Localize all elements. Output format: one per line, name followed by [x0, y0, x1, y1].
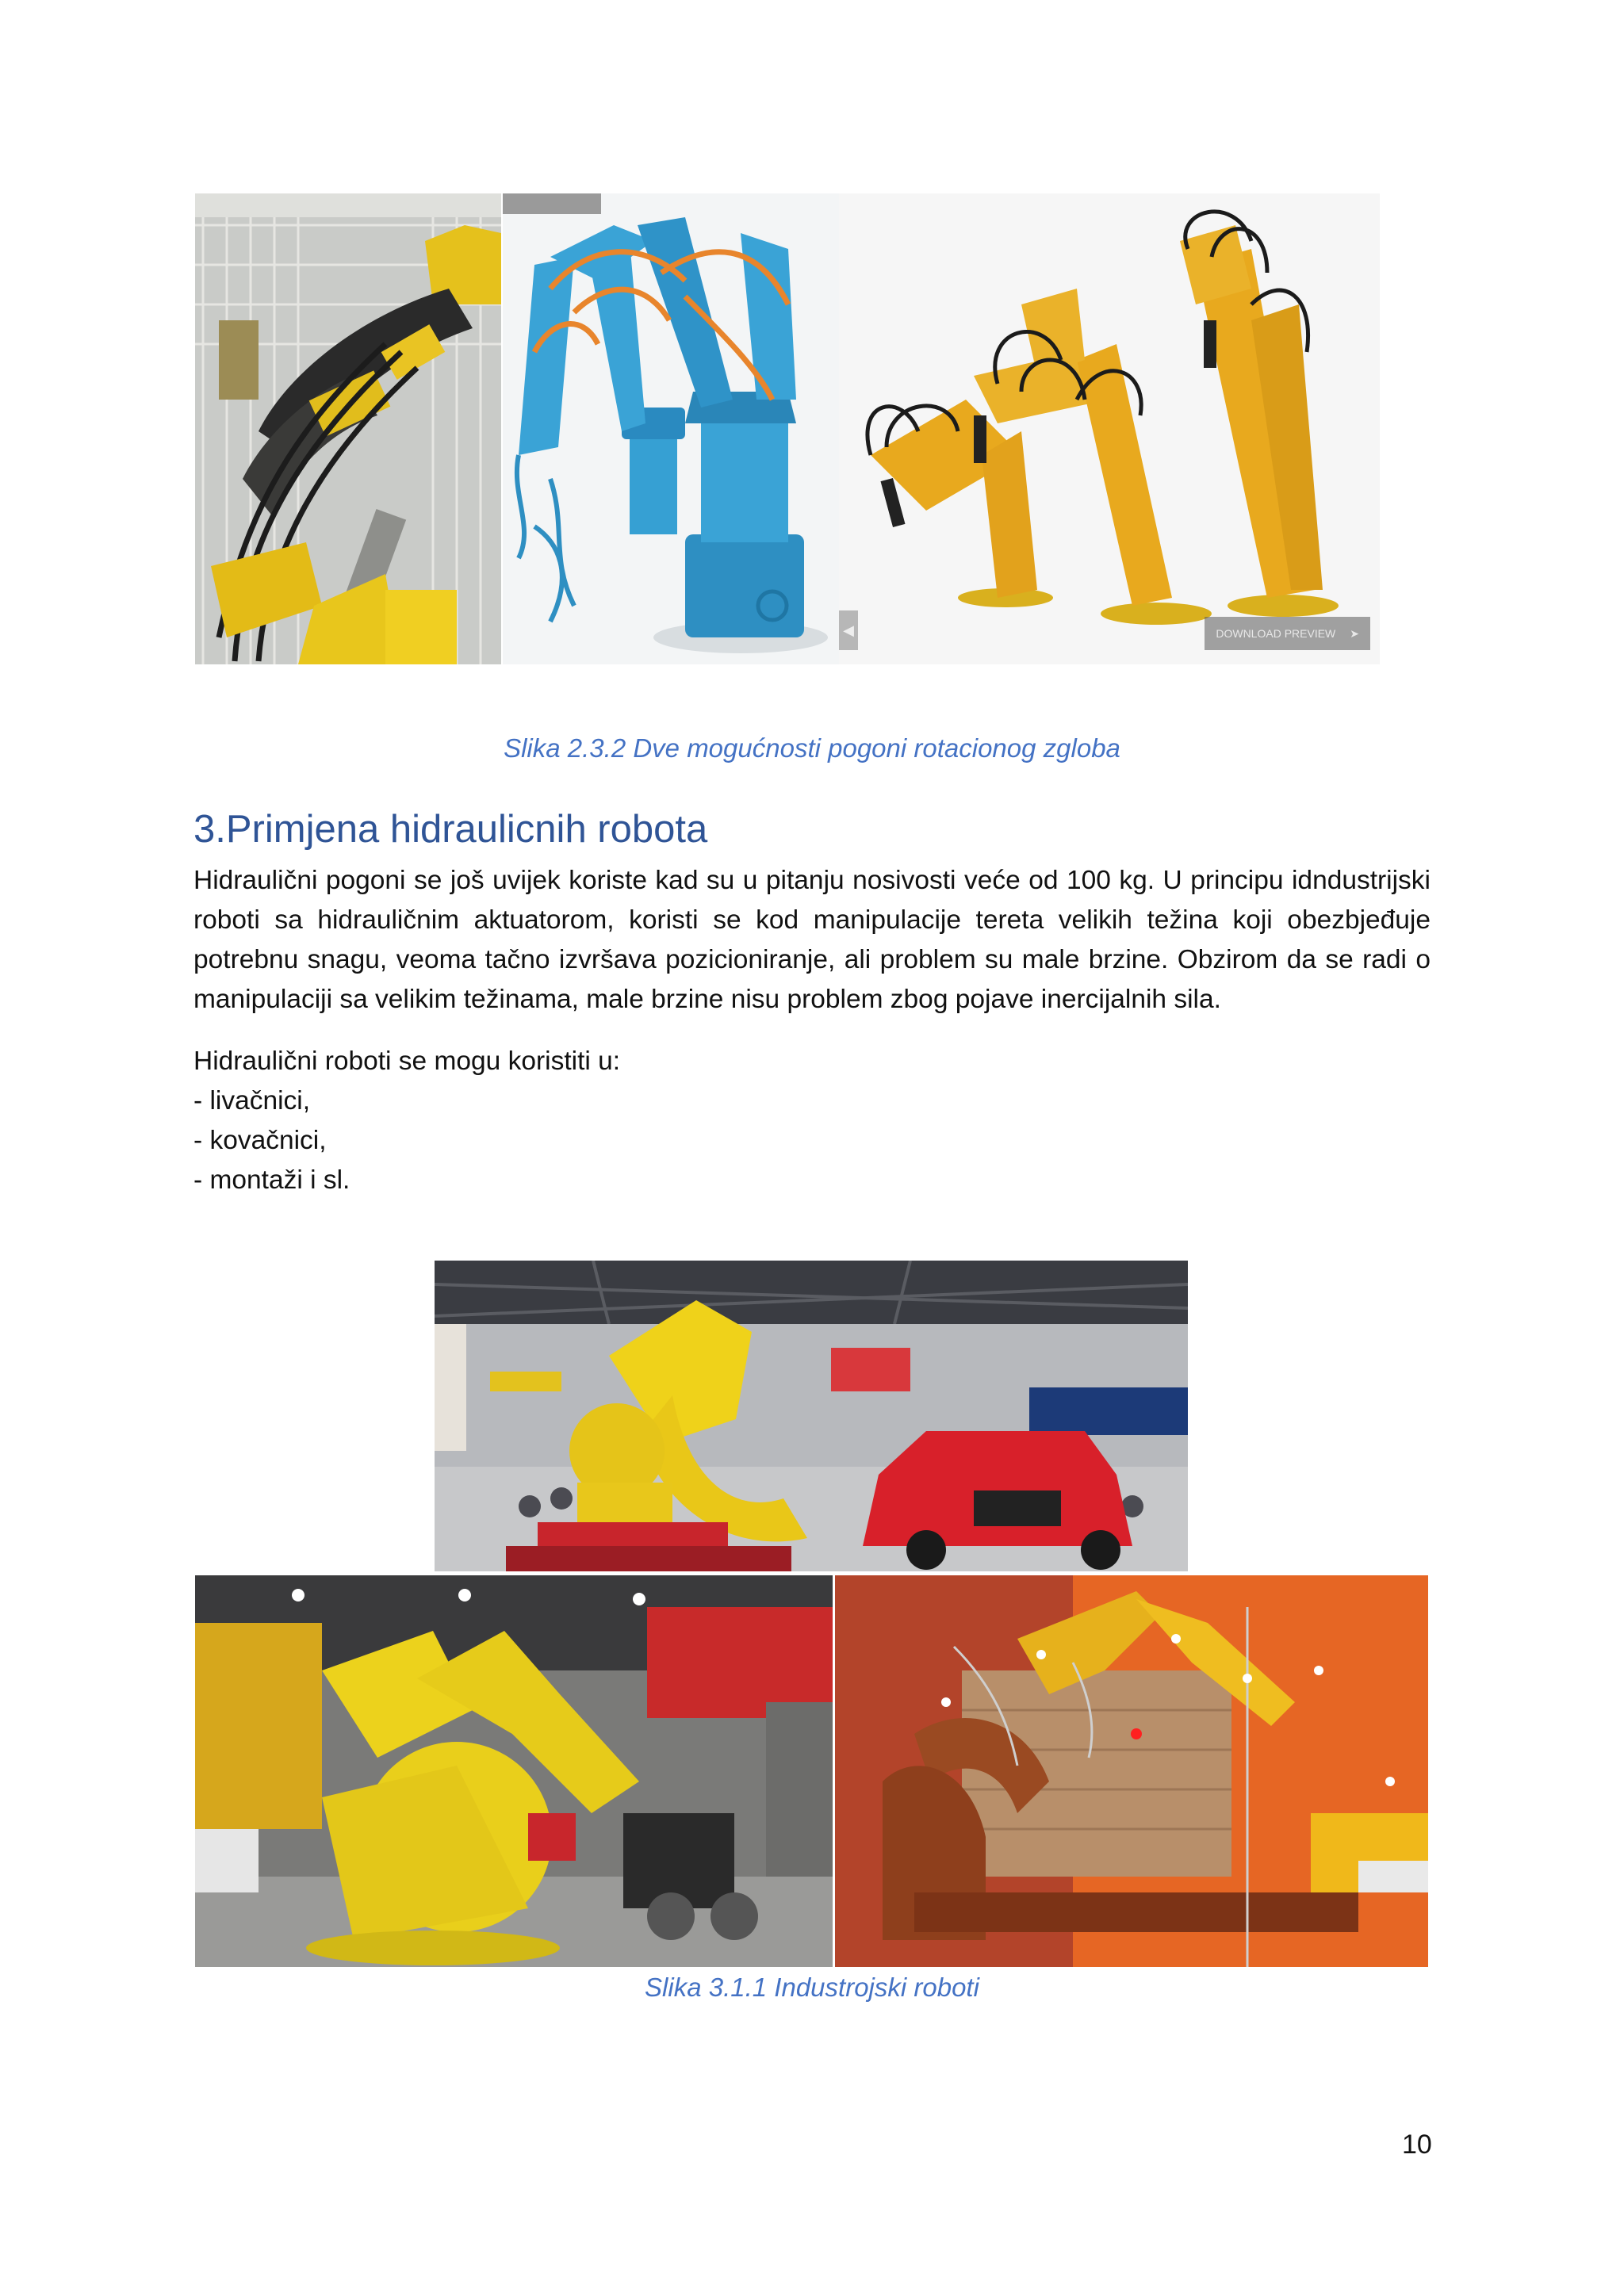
- page-number: 10: [1402, 2130, 1432, 2160]
- blue-robot-arms-render: [503, 193, 839, 664]
- previous-arrow-icon[interactable]: ◀: [839, 610, 858, 650]
- usage-list: [193, 1042, 620, 1200]
- figure-caption-1: Slika 2.3.2 Dve mogućnosti pogoni rotacionog zgloba: [504, 733, 1120, 763]
- hydraulic-robot-in-forge-photo: [835, 1575, 1428, 1967]
- list-item: - kovačnici,: [193, 1126, 327, 1155]
- yellow-robot-arms-render: [839, 193, 1380, 664]
- body-paragraph: Hidraulični pogoni se još uvijek koriste kad su u pitanju nosivosti veće od 100 kg. U principu idndustrijski roboti sa hidrauličnim aktuatorom, koristi se kod manipulacije tereta velikih težina koji obezbjeđuje potrebnu snagu, veoma tačno izvršava pozicioniranje, ali problem su male brzine. Obzirom da se radi o manipulaciji sa velikim težinama, male brzine nisu problem zbog pojave inercijalnih sila.: [193, 866, 1431, 1014]
- section-heading: 3.Primjena hidraulicnih robota: [193, 808, 708, 851]
- download-preview-badge[interactable]: [1205, 617, 1370, 650]
- robot-with-red-car-photo: [435, 1261, 1188, 1571]
- send-arrow-icon: ➤: [1350, 626, 1359, 640]
- hydraulic-robot-arm-photo: [195, 193, 501, 664]
- figure-caption-2: Slika 3.1.1 Industrojski roboti: [645, 1973, 979, 2002]
- list-intro: Hidraulični roboti se mogu koristiti u:: [193, 1047, 621, 1076]
- placeholder-bar: [503, 193, 601, 214]
- download-preview-label: DOWNLOAD PREVIEW: [1216, 627, 1336, 640]
- list-item: - montaži i sl.: [193, 1165, 350, 1195]
- list-item: - livačnici,: [193, 1086, 311, 1115]
- fanuc-yellow-robot-photo: [195, 1575, 833, 1967]
